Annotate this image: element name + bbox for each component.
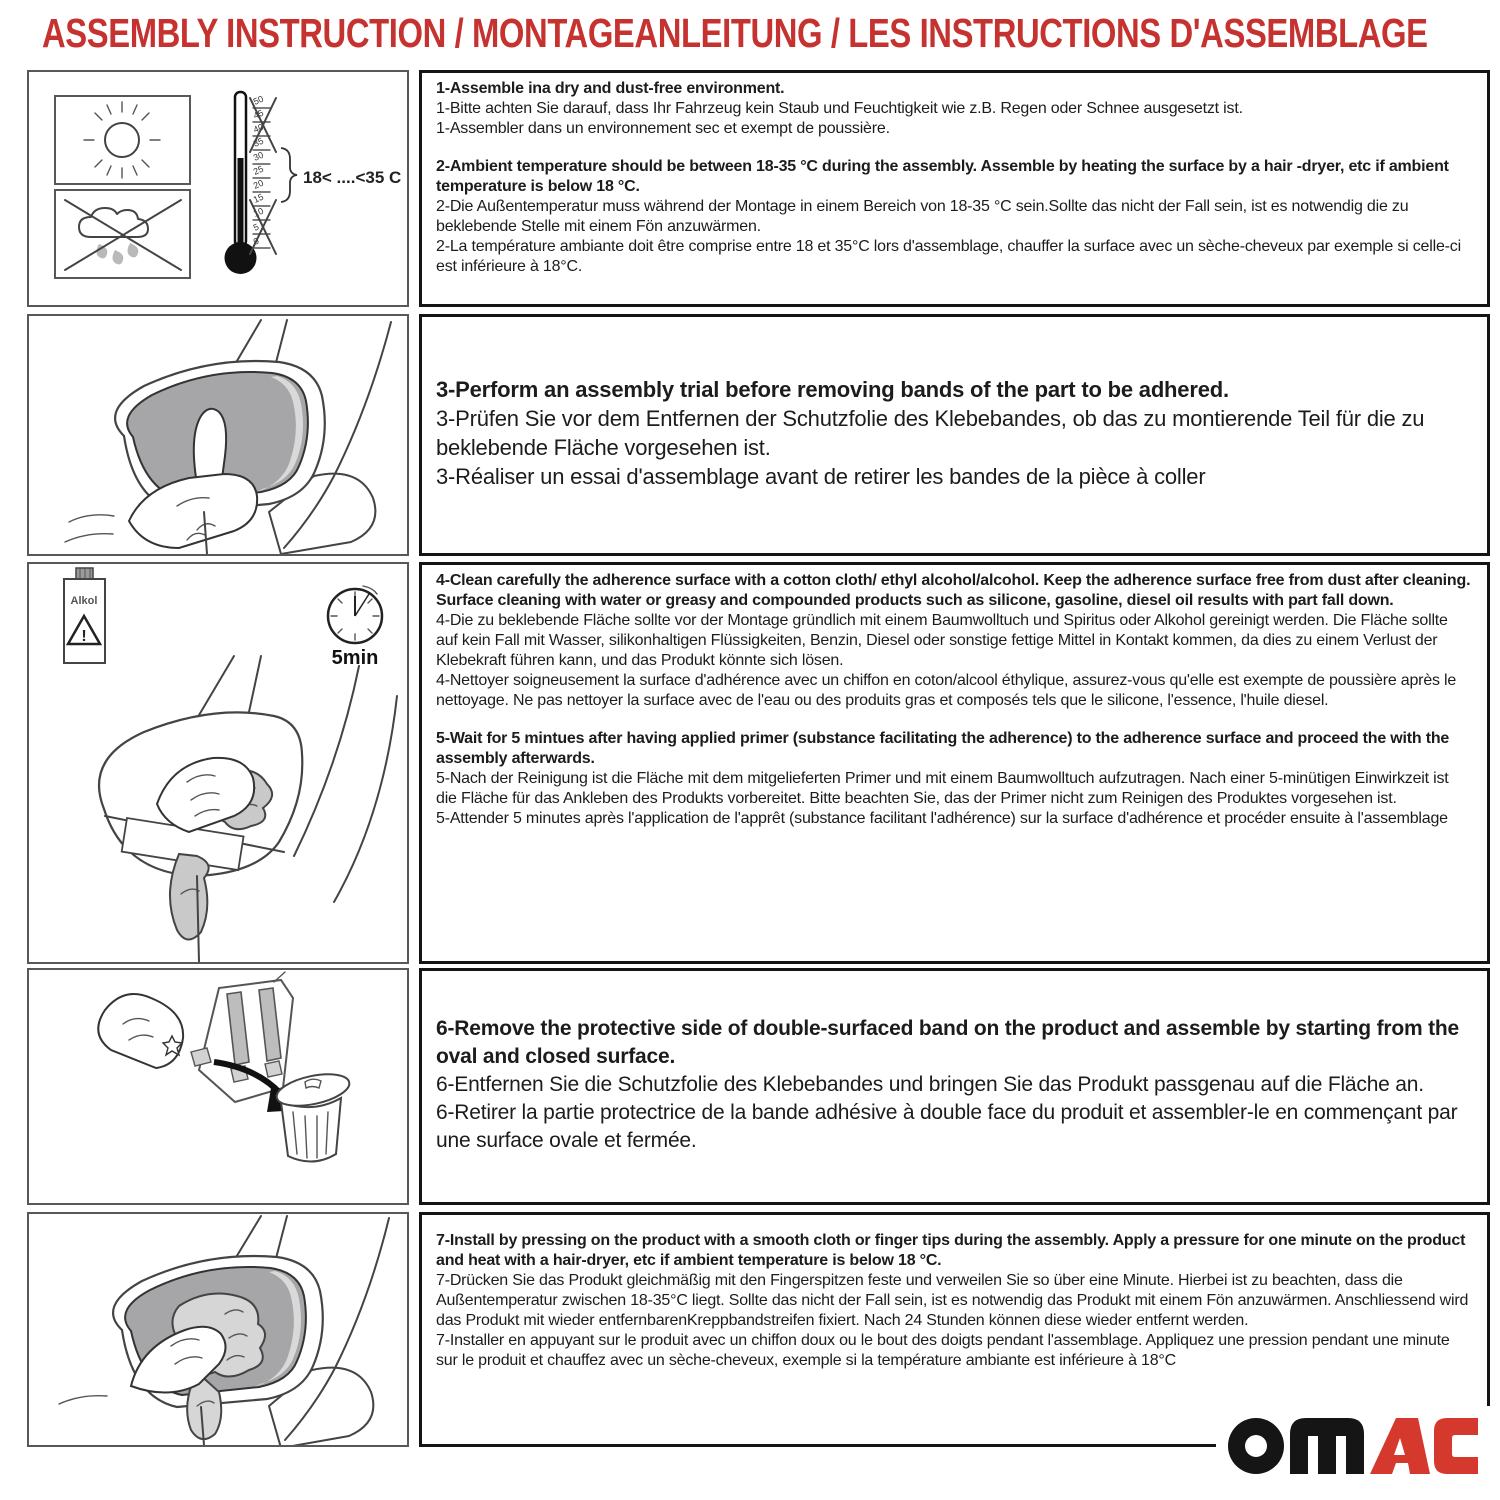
- step2-text-fr: 2-La température ambiante doit être comprise entre 18 et 35°C lors d'assemblage, chauffer la surface avec un sèche-cheveux par exemple si celle-ci est inférieure à 18°C.: [436, 238, 1461, 275]
- logo-letter-m: [1290, 1418, 1364, 1474]
- step1-text-en: 1-Assemble ina dry and dust-free environment.: [436, 80, 785, 97]
- instructions-step-6: [419, 968, 1490, 1205]
- svg-text:10: 10: [251, 205, 265, 219]
- instructions-step-3: [419, 314, 1490, 556]
- step6-text-fr: 6-Retirer la partie protectrice de la bande adhésive à double face du produit et assembler-le en commençant par une surface ovale et fermée.: [436, 1101, 1458, 1152]
- step3-text-en: 3-Perform an assembly trial before removing bands of the part to be adhered.: [436, 377, 1229, 402]
- assembly-trial-drawing: [29, 316, 407, 554]
- omac-logo: [1216, 1406, 1490, 1492]
- illustration-assembly-trial: [27, 314, 409, 556]
- page-title: ASSEMBLY INSTRUCTION / MONTAGEANLEITUNG / LES INSTRUCTIONS D'ASSEMBLAGE: [42, 10, 1428, 56]
- step4-text-en: 4-Clean carefully the adherence surface with a cotton cloth/ ethyl alcohol/alcohol. Keep the adherence surface free from dust after cleaning. Surface cleaning with water or greasy and compounded products such as silicone, gasoline, diesel oil results with part fall down.: [436, 572, 1471, 609]
- step6-text-de: 6-Entfernen Sie die Schutzfolie des Klebebandes und bringen Sie das Produkt passgenau auf die Fläche an.: [436, 1073, 1424, 1096]
- svg-text:!: !: [81, 628, 87, 645]
- svg-text:45: 45: [251, 107, 265, 121]
- clock-icon: [328, 586, 382, 669]
- illustration-surface-cleaning: [27, 562, 409, 964]
- trash-can-icon: [274, 1069, 352, 1162]
- step3-text-de: 3-Prüfen Sie vor dem Entfernen der Schutzfolie des Klebebandes, ob das zu montierende Teil für die zu beklebende Fläche vorgesehen ist.: [436, 406, 1425, 460]
- climate-conditions-drawing: [29, 72, 407, 305]
- step6-text-en: 6-Remove the protective side of double-surfaced band on the product and assemble by starting from the oval and closed surface.: [436, 1017, 1459, 1068]
- hand-icon: [98, 994, 183, 1068]
- clock-duration-label: 5min: [331, 647, 379, 669]
- spacer: [436, 711, 1473, 729]
- step4-text-de: 4-Die zu beklebende Fläche sollte vor der Montage gründlich mit einem Baumwolltuch und Spiritus oder Alkohol gereinigt werden. Die Fläche sollte auf kein Fall mit Wasser, silikonhaltigen Flüssigkeiten, Benzin, Diesel oder sonstige fettige Mittel in Kontakt kommen, da dies zu einem Verlust der Klebekraft führen kann, und das Produkt könnte sich lösen.: [436, 612, 1448, 669]
- illustration-band-removal: [27, 968, 409, 1205]
- omac-logo-graphic: [1228, 1412, 1478, 1478]
- svg-text:15: 15: [251, 191, 265, 205]
- step5-text-en: 5-Wait for 5 mintues after having applied primer (substance facilitating the adherence) to the adherence surface and proceed the with the assembly afterwards.: [436, 730, 1450, 767]
- svg-text:40: 40: [251, 121, 265, 135]
- svg-text:50: 50: [251, 93, 265, 107]
- step1-text-de: 1-Bitte achten Sie darauf, dass Ihr Fahrzeug kein Staub und Feuchtigkeit wie z.B. Regen oder Schnee ausgesetzt ist.: [436, 100, 1243, 117]
- logo-letter-c: [1434, 1418, 1478, 1474]
- thermometer-icon: [225, 92, 402, 274]
- svg-text:25: 25: [251, 163, 265, 177]
- logo-letter-a: [1370, 1418, 1430, 1474]
- no-rain-icon: [55, 190, 190, 278]
- step7-text-fr: 7-Installer en appuyant sur le produit avec un chiffon doux ou le bout des doigts pendant l'assemblage. Appliquez une pression pendant une minute sur le produit et chauffez avec un sèche-cheveux, exemple si la température ambiante est inférieure à 18°C: [436, 1332, 1450, 1369]
- step7-text-en: 7-Install by pressing on the product with a smooth cloth or finger tips during the assembly. Apply a pressure for one minute on the product and heat with a hair-dryer, etc if ambient temperature is below 18 °C.: [436, 1232, 1466, 1269]
- band-removal-drawing: [29, 970, 407, 1203]
- range-brace: [281, 148, 297, 202]
- step7-text-de: 7-Drücken Sie das Produkt gleichmäßig mit den Fingerspitzen feste und verweilen Sie so über eine Minute. Hierbei ist zu beachten, dass die Außentemperatur zwischen 18-35°C liegt. Sollte das nicht der Fall sein, ist es notwendig das Produkt mit einem Fön anzuwärmen. Anschliessend wird das Produkt mit wieder entfernbarenKreppbandstreifen fixiert. Nach 24 Stunden können diese wieder entfernt werden.: [436, 1272, 1469, 1329]
- sun-icon: [55, 96, 190, 184]
- step5-text-fr: 5-Attender 5 minutes après l'application de l'apprêt (substance facilitant l'adhérence) sur la surface d'adhérence et procéder ensuite à l'assemblage: [436, 810, 1448, 827]
- step1-text-fr: 1-Assembler dans un environnement sec et exempt de poussière.: [436, 120, 890, 137]
- instructions-step-4-5: [419, 562, 1490, 964]
- surface-cleaning-drawing: [29, 564, 407, 962]
- svg-text:30: 30: [251, 149, 265, 163]
- press-install-drawing: [29, 1214, 407, 1445]
- step3-text-fr: 3-Réaliser un essai d'assemblage avant de retirer les bandes de la pièce à coller: [436, 464, 1206, 489]
- bottle-label: Alkol: [70, 595, 98, 607]
- step4-text-fr: 4-Nettoyer soigneusement la surface d'adhérence avec un chiffon en coton/alcool éthylique, assurez-vous qu'elle est exempte de poussière après le nettoyage. Ne pas nettoyer la surface avec de l'eau ou des produits gras et composés tels que le silicone, l'essence, l'huile diesel.: [436, 672, 1457, 709]
- svg-text:20: 20: [251, 177, 265, 191]
- svg-text:35: 35: [251, 135, 265, 149]
- spacer: [436, 139, 1473, 157]
- svg-text:0: 0: [251, 235, 261, 247]
- step2-text-de: 2-Die Außentemperatur muss während der Montage in einem Bereich von 18-35 °C sein.Sollte das nicht der Fall sein, ist es notwendig die zu beklebende Stelle mit einem Fön anzuwärmen.: [436, 198, 1409, 235]
- alcohol-bottle-icon: [64, 568, 105, 663]
- temperature-range-label: 18< ....<35 C: [303, 168, 402, 187]
- step2-text-en: 2-Ambient temperature should be between 18-35 °C during the assembly. Assemble by heating the surface by a hair -dryer, etc if ambient temperature is below 18 °C.: [436, 158, 1449, 195]
- illustration-press-install: [27, 1212, 409, 1447]
- illustration-climate-conditions: [27, 70, 409, 307]
- svg-text:5: 5: [251, 221, 261, 233]
- logo-letter-o: [1228, 1418, 1284, 1474]
- instructions-step-1-2: [419, 70, 1490, 307]
- step5-text-de: 5-Nach der Reinigung ist die Fläche mit dem mitgelieferten Primer und mit einem Baumwolltuch aufzutragen. Nach einer 5-minütigen Einwirkzeit ist die Fläche für das Ankleben des Produkts vorbereitet. Bitte beachten Sie, das der Primer nicht zum Reinigen des Produktes vorgesehen ist.: [436, 770, 1449, 807]
